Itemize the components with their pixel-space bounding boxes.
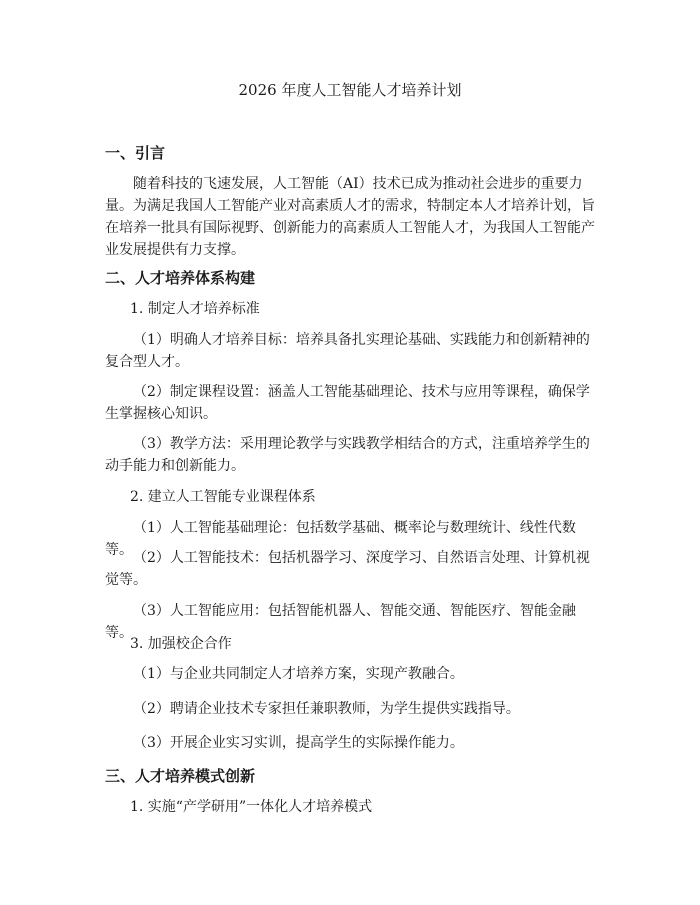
section-heading-model-innovation: 三、人才培养模式创新 [105,767,256,785]
subsection-label: 1. 实施“产学研用”一体化人才培养模式 [130,799,373,815]
document-title: 2026 年度人工智能人才培养计划 [238,81,462,99]
list-item: （2）聘请企业技术专家担任兼职教师，为学生提供实践指导。 [133,701,520,717]
list-item: （3）教学方法：采用理论教学与实践教学相结合的方式，注重培养学生的动手能力和创新能力。 [105,436,590,474]
subsection-3-label: 3. 加强校企合作 [130,636,232,652]
section-heading-introduction: 一、引言 [105,144,166,162]
list-item: （1）与企业共同制定人才培养方案，实现产教融合。 [133,666,464,682]
subsection-2-label: 2. 建立人工智能专业课程体系 [130,489,316,505]
introduction-paragraph: 随着科技的飞速发展，人工智能（AI）技术已成为推动社会进步的重要力量。为满足我国人工智能产业对高素质人才的需求，特制定本人才培养计划，旨在培养一批具有国际视野、创新能力的高素质人工智能人才，为我国人工智能产业发展提供有力支撑。 [105,176,595,258]
section-heading-talent-system: 二、人才培养体系构建 [105,269,256,287]
list-item: （1）人工智能基础理论：包括数学基础、概率论与数理统计、线性代数等。 [105,520,576,558]
list-item: （3）人工智能应用：包括智能机器人、智能交通、智能医疗、智能金融等。 [105,603,576,641]
list-item: （1）明确人才培养目标：培养具备扎实理论基础、实践能力和创新精神的复合型人才。 [105,332,590,370]
list-item: （2）人工智能技术：包括机器学习、深度学习、自然语言处理、计算机视觉等。 [105,550,590,588]
list-item: （2）制定课程设置：涵盖人工智能基础理论、技术与应用等课程，确保学生掌握核心知识。 [105,384,590,422]
list-item: （3）开展企业实习实训，提高学生的实际操作能力。 [133,735,464,751]
subsection-1-label: 1. 制定人才培养标准 [130,301,260,317]
